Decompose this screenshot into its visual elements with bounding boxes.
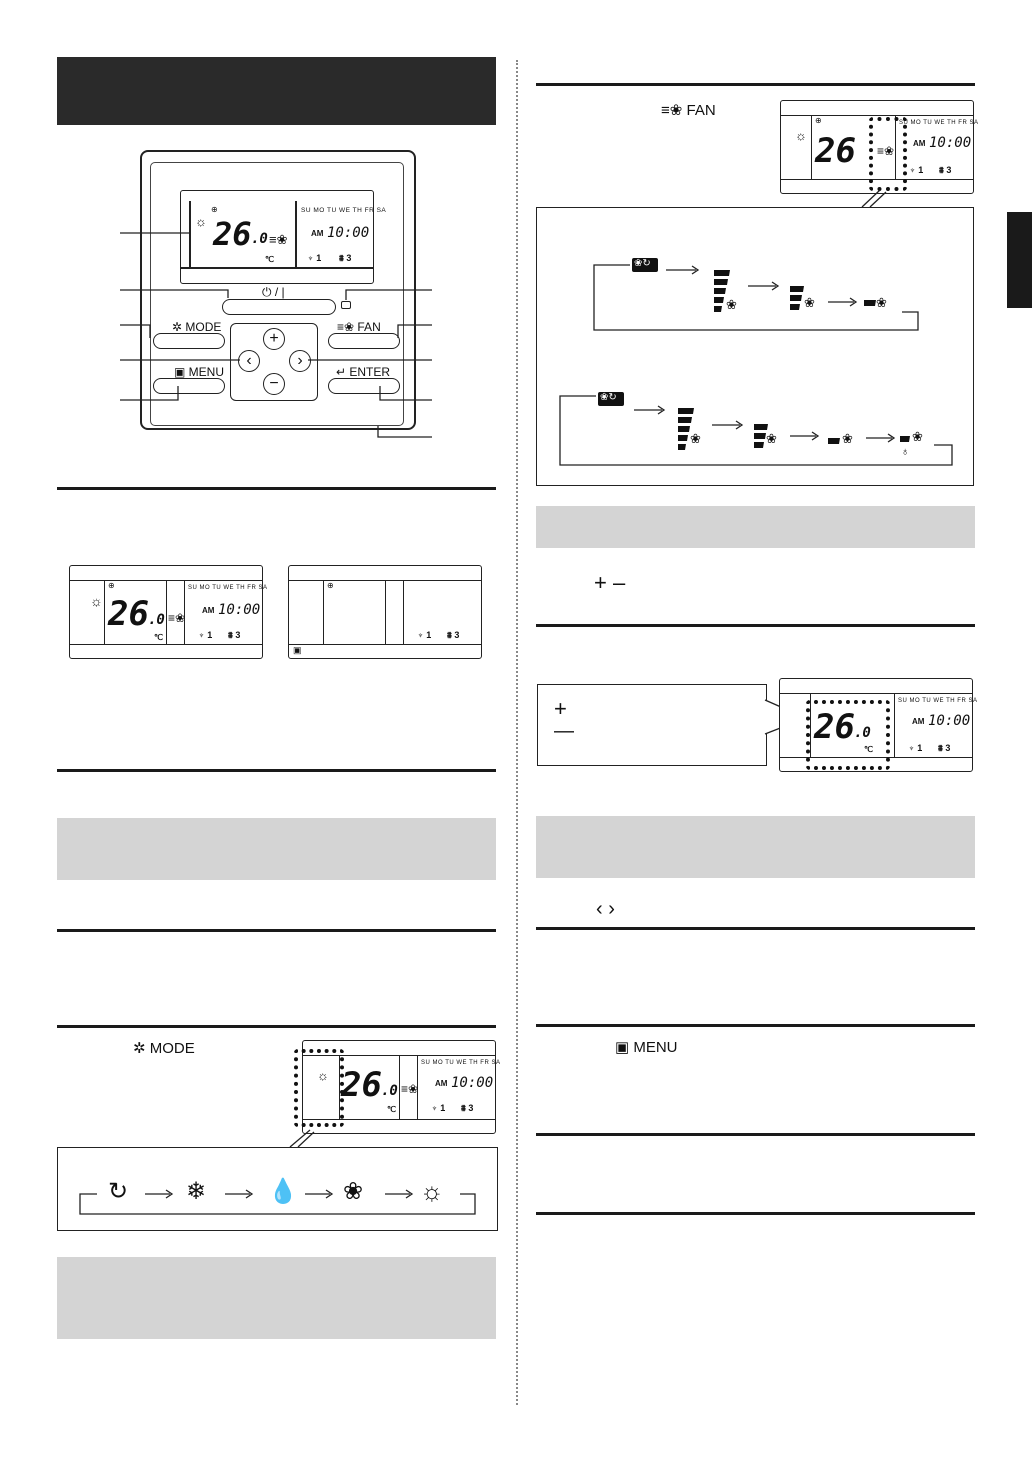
lcd-fan-count: ♆ 1 — [431, 1103, 446, 1113]
lcd-temperature: 26 — [213, 215, 252, 253]
fan-icon: ❀ — [912, 429, 923, 444]
section-rule — [536, 1024, 975, 1027]
lcd-clock: 10:00 — [929, 135, 972, 151]
timer-icon: ⊕ — [211, 205, 218, 214]
lcd-fan-count: ♆ 1 — [909, 165, 924, 175]
fan-auto-icon: ❀↻ — [600, 392, 617, 403]
menu-step-label: ▣ MENU — [615, 1039, 678, 1056]
plus-symbol: + — [554, 696, 567, 721]
lcd-am: AM — [311, 229, 324, 238]
lcd-unit: ℃ — [265, 255, 274, 264]
timer-icon: ⊕ — [108, 581, 115, 590]
lcd-unit: ℃ — [864, 745, 873, 754]
left-button[interactable]: ‹ — [238, 350, 260, 372]
mode-step-label: ✲ MODE — [133, 1040, 195, 1057]
fan-icon: ❀ — [690, 431, 701, 446]
lcd-am: AM — [912, 717, 925, 726]
fan-icon: ❀ — [876, 295, 887, 310]
fan-speed-icon: ≡❀ — [168, 611, 186, 625]
mode-button-label: ✲ MODE — [172, 320, 222, 334]
fan-speed-icon: ≡❀ — [877, 144, 895, 158]
menu-button-label: ▣ MENU — [174, 365, 225, 379]
fan-icon: ❀ — [766, 431, 777, 446]
lcd-louver-count: ⩩ 3 — [938, 743, 951, 753]
lcd-am: AM — [913, 139, 926, 148]
lcd-days: SU MO TU WE TH FR SA — [188, 585, 268, 591]
enter-button-label: ↵ ENTER — [336, 365, 391, 379]
lcd-temperature-decimal: .0 — [148, 612, 165, 628]
right-button[interactable]: › — [289, 350, 311, 372]
lcd-louver-count: ⩩ 3 — [939, 165, 952, 175]
highlight-temperature-area — [806, 700, 890, 770]
fan-speed-icon: ≡❀ — [401, 1082, 419, 1096]
lcd-days: SU MO TU WE TH FR SA — [421, 1060, 501, 1066]
timer-icon: ⊕ — [327, 581, 334, 590]
section-rule — [536, 927, 975, 930]
power-button-label: ⏻ / | — [262, 285, 285, 299]
fan-step-label: ≡❀ FAN — [661, 102, 716, 119]
lcd-days: SU MO TU WE TH FR SA — [301, 207, 387, 214]
cool-icon: ❄ — [186, 1178, 207, 1205]
plus-minus-label: + – — [594, 570, 626, 595]
lcd-clock: 10:00 — [928, 713, 971, 729]
heat-mode-icon: ☼ — [317, 1068, 329, 1083]
fan-icon: ❀ — [842, 431, 853, 446]
fan-speed-icon: ≡❀ — [269, 232, 288, 247]
lcd-clock: 10:00 — [327, 225, 370, 241]
lcd-temperature: 26 — [108, 594, 149, 634]
menu-indicator-icon: ▣ — [293, 645, 302, 655]
lcd-louver-count: ⩩ 3 — [447, 630, 460, 640]
dry-icon: 💧 — [268, 1178, 298, 1205]
lcd-temperature-decimal: .0 — [381, 1083, 398, 1099]
lcd-clock: 10:00 — [451, 1075, 494, 1091]
fan-button-label: ≡❀ FAN — [337, 320, 381, 334]
auto-icon: ↻ — [108, 1178, 129, 1205]
timer-icon: ⊕ — [815, 116, 822, 125]
lcd-days: SU MO TU WE TH FR SA — [898, 698, 978, 704]
section-rule — [536, 1212, 975, 1215]
heat-mode-icon: ☼ — [795, 128, 807, 143]
lcd-temperature: 26 — [341, 1065, 382, 1105]
fan-auto-icon: ❀↻ — [634, 258, 651, 269]
fan-icon: ❀ — [726, 297, 737, 312]
lcd-fan-count: ♆ 1 — [417, 630, 432, 640]
heat-mode-icon: ☼ — [195, 214, 207, 229]
lcd-temperature-decimal: .0 — [251, 231, 268, 247]
lcd-days: SU MO TU WE TH FR SA — [899, 120, 979, 126]
gray-heading-box — [536, 816, 975, 878]
fan-icon: ❀ — [804, 295, 815, 310]
lcd-am: AM — [435, 1079, 448, 1088]
minus-button[interactable]: − — [263, 373, 285, 395]
section-rule — [536, 1133, 975, 1136]
lcd-louver-count: ⩩ 3 — [228, 630, 241, 640]
heat-icon: ☼ — [420, 1176, 444, 1206]
lcd-clock: 10:00 — [218, 602, 261, 618]
lcd-louver-count: ⩩ 3 — [339, 253, 352, 263]
minus-symbol: — — [554, 720, 574, 742]
fan-icon: ❀ — [343, 1178, 364, 1205]
lcd-louver-count: ⩩ 3 — [461, 1103, 474, 1113]
lcd-temperature: 26 — [815, 131, 856, 171]
lcd-temperature: 26 — [814, 707, 855, 747]
left-right-label: ‹ › — [596, 898, 615, 920]
heat-mode-icon: ☼ — [90, 593, 103, 609]
lcd-fan-count: ♆ 1 — [908, 743, 923, 753]
lcd-unit: ℃ — [387, 1105, 396, 1114]
lcd-unit: ℃ — [154, 633, 163, 642]
quiet-icon: ♁ — [901, 446, 910, 458]
lcd-fan-count: ♆ 1 — [307, 253, 322, 263]
lcd-am: AM — [202, 606, 215, 615]
lcd-fan-count: ♆ 1 — [198, 630, 213, 640]
plus-button[interactable]: + — [263, 328, 285, 350]
lcd-temperature-decimal: .0 — [854, 725, 871, 741]
